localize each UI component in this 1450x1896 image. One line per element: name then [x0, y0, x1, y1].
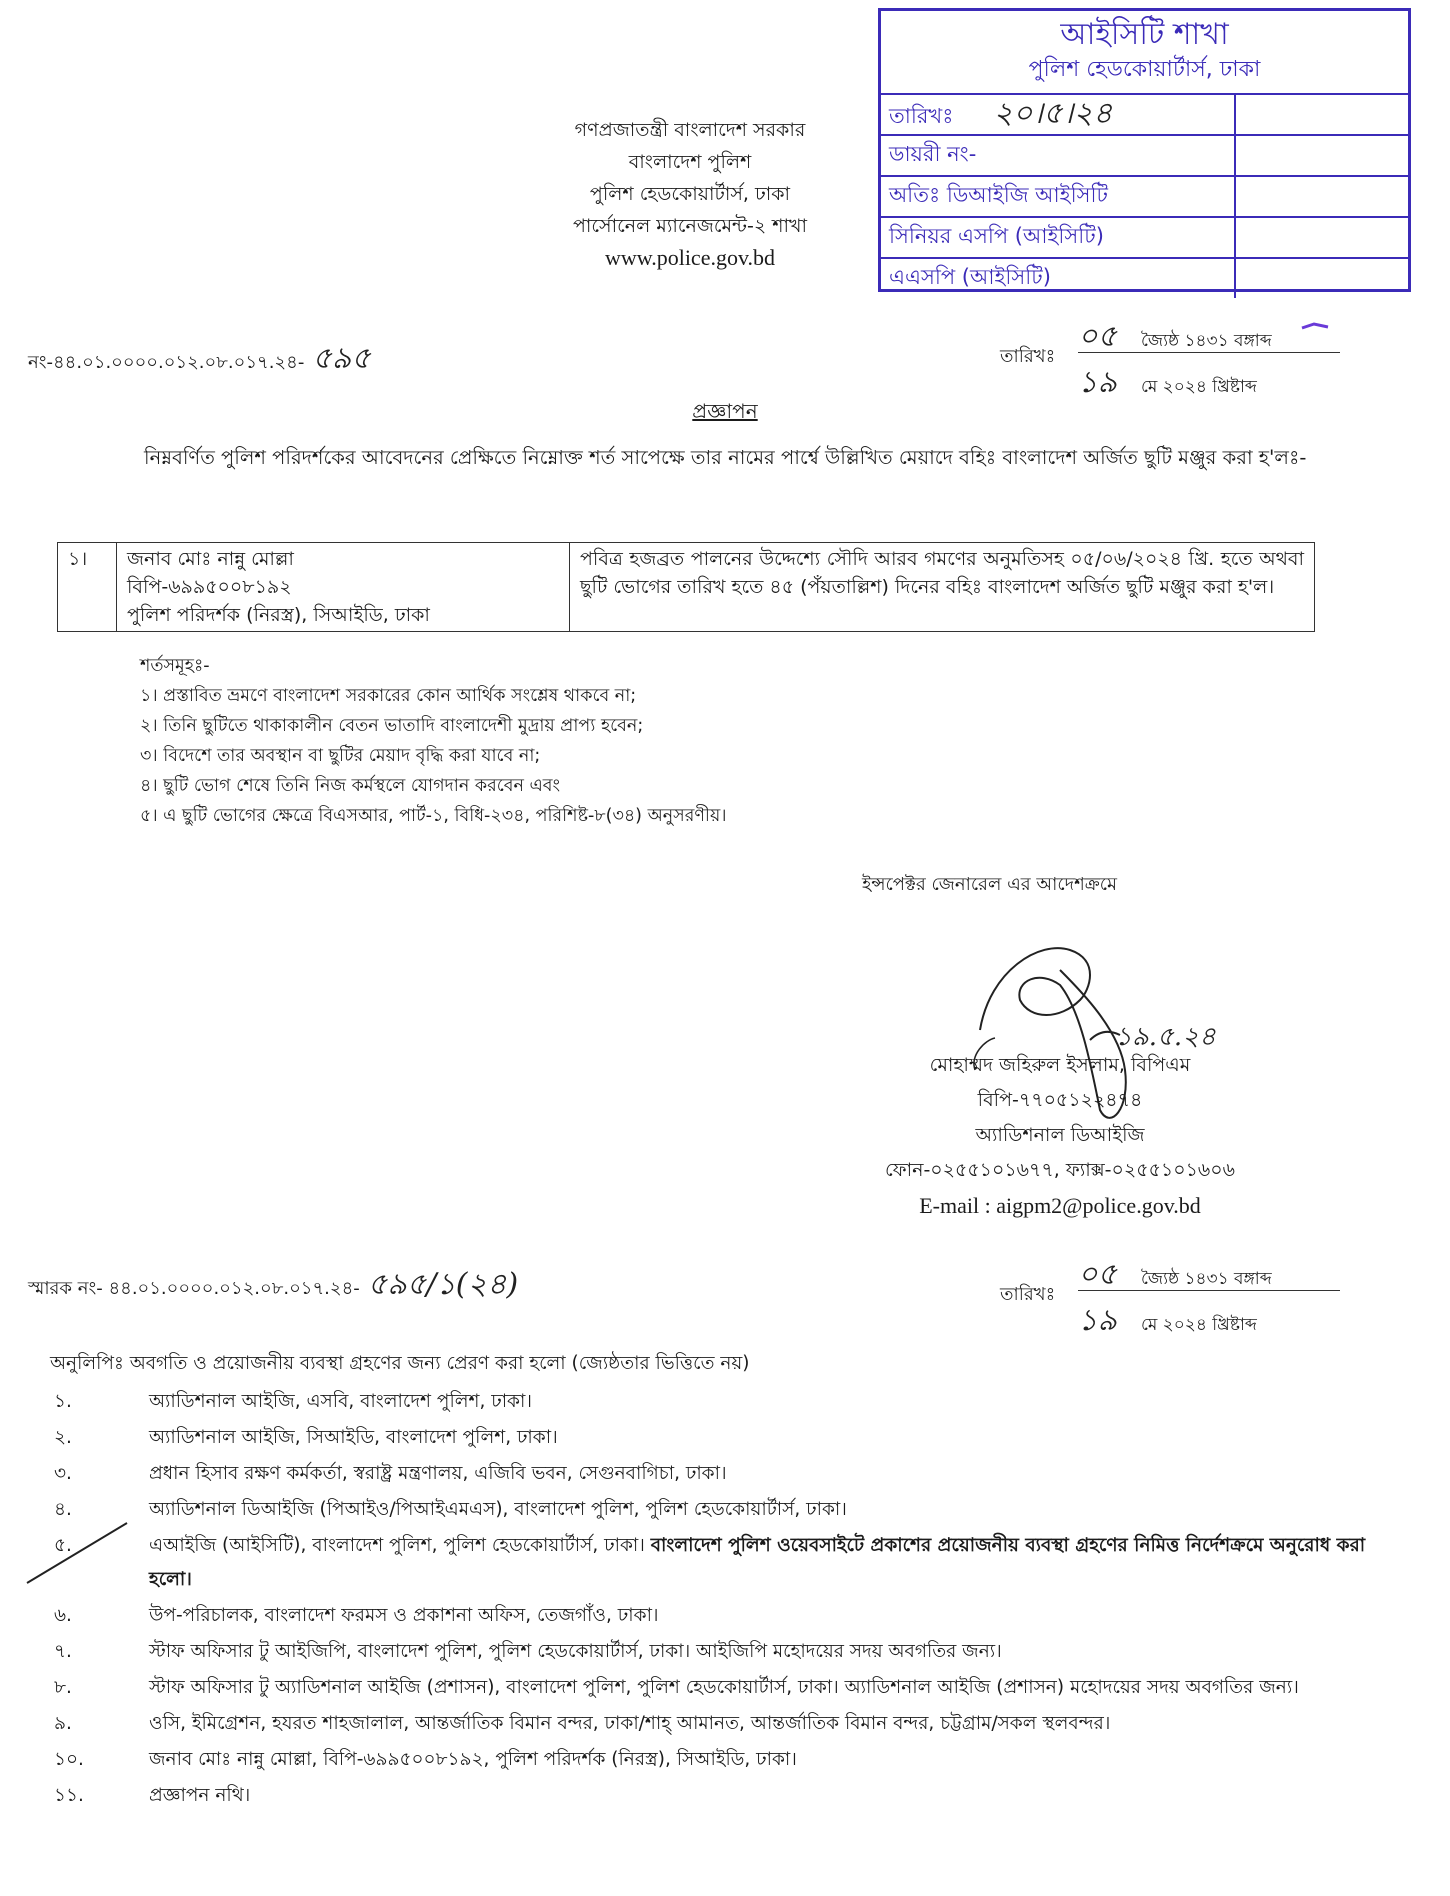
list-item-number: ১০. [54, 1749, 84, 1770]
leave-grant-table [57, 542, 1315, 632]
memo-date-bangla-day: ০৫ [1078, 1257, 1117, 1292]
date-greg-day: ১৯ [1078, 365, 1117, 400]
list-item-number: ৫. [54, 1535, 72, 1556]
memo-number [28, 1260, 518, 1311]
letterhead [520, 114, 860, 274]
list-item [50, 1385, 1390, 1419]
memo-date-greg-day: ১৯ [1078, 1303, 1117, 1338]
stamp-header [881, 11, 1408, 95]
list-item-number: ১. [54, 1391, 72, 1412]
list-item-number: ২. [54, 1427, 72, 1448]
list-item-bold-text: বাংলাদেশ পুলিশ ওয়েবসাইটে প্রকাশের প্রয়োজনীয় ব্যবস্থা গ্রহণের নিমিত্ত নির্দেশক্রমে অনুরোধ করা হলো। [149, 1535, 1366, 1590]
reference-handwritten-no: ৫৯৫ [312, 341, 371, 376]
stamp-row-asp [881, 259, 1408, 298]
date-bangla [1078, 312, 1408, 363]
list-item-text: অ্যাডিশনাল আইজি, এসবি, বাংলাদেশ পুলিশ, ঢাকা। [149, 1391, 532, 1412]
stamp-sr-sp-label: সিনিয়র এসপি (আইসিটি) [881, 218, 1236, 257]
memo-date-gregorian [1078, 1296, 1408, 1347]
table-row [58, 543, 1315, 632]
list-item-text: প্রজ্ঞাপন নথি। [149, 1785, 251, 1806]
date-bangla-rest: জ্যৈষ্ঠ ১৪৩১ বঙ্গাব্দ [1140, 331, 1272, 351]
copy-list-intro: অনুলিপিঃ অবগতি ও প্রয়োজনীয় ব্যবস্থা গ্রহণের জন্য প্রেরণ করা হলো (জ্যেষ্ঠতার ভিত্তিতে নয়) [50, 1353, 750, 1374]
signer-email[interactable]: E-mail : aigpm2@police.gov.bd [919, 1193, 1201, 1218]
list-item-text: এআইজি (আইসিটি), বাংলাদেশ পুলিশ, পুলিশ হেডকোয়ার্টার্স, ঢাকা। [149, 1535, 645, 1556]
signer-name: মোহাম্মদ জহিরুল ইসলাম, বিপিএম [929, 1054, 1191, 1076]
memo-handwritten-no: ৫৯৫/১(২৪) [367, 1267, 519, 1302]
letterhead-website[interactable]: www.police.gov.bd [604, 245, 776, 270]
list-item-text: অ্যাডিশনাল আইজি, সিআইডি, বাংলাদেশ পুলিশ, ঢাকা। [149, 1427, 558, 1448]
signer-contact: ফোন-০২৫৫১০১৬৭৭, ফ্যাক্স-০২৫৫১০১৬০৬ [885, 1159, 1235, 1181]
conditions-heading: শর্তসমূহঃ- [140, 656, 210, 676]
date-divider [1078, 352, 1340, 353]
list-item [50, 1743, 1390, 1777]
conditions [140, 651, 727, 831]
list-item-number: ১১. [54, 1785, 84, 1806]
list-item-text: অ্যাডিশনাল ডিআইজি (পিআইও/পিআইএমএস), বাংলাদেশ পুলিশ, পুলিশ হেডকোয়ার্টার্স, ঢাকা। [149, 1499, 847, 1520]
memo-date-divider [1078, 1290, 1340, 1291]
notice-title: প্রজ্ঞাপন [692, 399, 758, 423]
letterhead-branch: পার্সোনেল ম্যানেজমেন্ট-২ শাখা [573, 215, 807, 237]
stamp-date-label: তারিখঃ [889, 104, 954, 128]
grant-description: পবিত্র হজব্রত পালনের উদ্দেশ্যে সৌদি আরব গমণের অনুমতিসহ ০৫/০৬/২০২৪ খ্রি. হতে অথবা ছুটি ভোগের তারিখ হতে ৪৫ (পঁয়তাল্লিশ) দিনের বহিঃ বাংলাদেশ অর্জিত ছুটি মঞ্জুর করা হ'ল। [570, 543, 1315, 632]
stamp-diary-label: ডায়রী নং- [881, 136, 1236, 175]
list-item-text-wrap [149, 1529, 1390, 1597]
letterhead-government: গণপ্রজাতন্ত্রী বাংলাদেশ সরকার [574, 119, 806, 141]
grant-person [117, 543, 570, 632]
condition-item: ৩। বিদেশে তার অবস্থান বা ছুটির মেয়াদ বৃদ্ধি করা যাবে না; [140, 746, 541, 766]
stamp-title: আইসিটি শাখা [1060, 17, 1229, 52]
stamp-row-diary [881, 136, 1408, 177]
list-item-text: উপ-পরিচালক, বাংলাদেশ ফরমস ও প্রকাশনা অফিস, তেজগাঁও, ঢাকা। [149, 1605, 659, 1626]
memo-label: স্মারক নং- ৪৪.০১.০০০০.০১২.০৮.০১৭.২৪- [28, 1278, 360, 1299]
date-bangla-day: ০৫ [1078, 319, 1117, 354]
list-item [50, 1635, 1390, 1669]
signer-designation: অ্যাডিশনাল ডিআইজি [975, 1124, 1145, 1146]
list-item-number: ৩. [54, 1463, 72, 1484]
stamp-date-handwritten: ২০।৫।২৪ [993, 96, 1113, 131]
memo-date-greg-rest: মে ২০২৪ খ্রিষ্টাব্দ [1140, 1315, 1257, 1335]
grant-designation: পুলিশ পরিদর্শক (নিরস্ত্র), সিআইডি, ঢাকা [127, 604, 430, 626]
signature-date: ১৯.৫.২৪ [1115, 1022, 1216, 1052]
reference-label: নং-৪৪.০১.০০০০.০১২.০৮.০১৭.২৪- [28, 352, 305, 373]
memo-date-bangla [1078, 1250, 1408, 1301]
list-item [50, 1493, 1390, 1527]
handwritten-tick-mark-icon [22, 1518, 132, 1588]
date-label: তারিখঃ [1000, 346, 1056, 367]
list-item [50, 1457, 1390, 1491]
condition-item: ৫। এ ছুটি ভোগের ক্ষেত্রে বিএসআর, পার্ট-১, বিধি-২৩৪, পরিশিষ্ট-৮(৩৪) অনুসরণীয়। [140, 806, 727, 826]
list-item [50, 1529, 1390, 1597]
list-item [50, 1599, 1390, 1633]
list-item-text: জনাব মোঃ নান্নু মোল্লা, বিপি-৬৯৯৫০০৮১৯২, পুলিশ পরিদর্শক (নিরস্ত্র), সিআইডি, ঢাকা। [149, 1749, 797, 1770]
condition-item: ২। তিনি ছুটিতে থাকাকালীন বেতন ভাতাদি বাংলাদেশী মুদ্রায় প্রাপ্য হবেন; [140, 716, 644, 736]
list-item-text: প্রধান হিসাব রক্ষণ কর্মকর্তা, স্বরাষ্ট্র মন্ত্রণালয়, এজিবি ভবন, সেগুনবাগিচা, ঢাকা। [149, 1463, 727, 1484]
grant-serial: ১। [58, 543, 117, 632]
stamp-row-addl-dig [881, 177, 1408, 218]
reference-number [28, 334, 371, 385]
list-item-text: স্টাফ অফিসার টু অ্যাডিশনাল আইজি (প্রশাসন), বাংলাদেশ পুলিশ, পুলিশ হেডকোয়ার্টার্স, ঢাকা। অ্যাডিশনাল আইজি (প্রশাসন) মহোদয়ের সদয় অবগতির জন্য। [149, 1677, 1299, 1698]
list-item-number: ৯. [54, 1713, 72, 1734]
memo-date-label: তারিখঃ [1000, 1284, 1056, 1305]
letterhead-hq: পুলিশ হেডকোয়ার্টার্স, ঢাকা [589, 183, 791, 205]
stamp-asp-label: এএসপি (আইসিটি) [881, 259, 1236, 298]
signer-block [800, 1048, 1320, 1223]
date-greg-rest: মে ২০২৪ খ্রিষ্টাব্দ [1140, 377, 1257, 397]
authority-line: ইন্সপেক্টর জেনারেল এর আদেশক্রমে [862, 874, 1118, 895]
receipt-stamp [878, 8, 1411, 292]
list-item [50, 1671, 1390, 1705]
grant-name: জনাব মোঃ নান্নু মোল্লা [127, 548, 294, 570]
list-item-text: ওসি, ইমিগ্রেশন, হযরত শাহজালাল, আন্তর্জাতিক বিমান বন্দর, ঢাকা/শাহ্ আমানত, আন্তর্জাতিক বিমান বন্দর, চট্টগ্রাম/সকল স্থলবন্দর। [149, 1713, 1111, 1734]
stamp-subtitle: পুলিশ হেডকোয়ার্টার্স, ঢাকা [1028, 57, 1261, 82]
list-item-text: স্টাফ অফিসার টু আইজিপি, বাংলাদেশ পুলিশ, পুলিশ হেডকোয়ার্টার্স, ঢাকা। আইজিপি মহোদয়ের সদয় অবগতির জন্য। [149, 1641, 1002, 1662]
stamp-row-date [881, 95, 1408, 136]
list-item-number: ৭. [54, 1641, 72, 1662]
stamp-row-sr-sp [881, 218, 1408, 259]
grant-bp: বিপি-৬৯৯৫০০৮১৯২ [127, 576, 292, 598]
signer-bp: বিপি-৭৭০৫১২২৪৭৪ [977, 1089, 1143, 1111]
notice-intro: নিম্নবর্ণিত পুলিশ পরিদর্শকের আবেদনের প্রেক্ষিতে নিম্নোক্ত শর্ত সাপেক্ষে তার নামের পার্শ্বে উল্লিখিত মেয়াদে বহিঃ বাংলাদেশ অর্জিত ছুটি মঞ্জুর করা হ'লঃ- [144, 446, 1307, 469]
copy-list [50, 1345, 1390, 1813]
stamp-addl-dig-label: অতিঃ ডিআইজি আইসিটি [881, 177, 1236, 216]
list-item [50, 1707, 1390, 1741]
list-item [50, 1421, 1390, 1455]
list-item-number: ৪. [54, 1499, 72, 1520]
list-item [50, 1779, 1390, 1813]
memo-date-bangla-rest: জ্যৈষ্ঠ ১৪৩১ বঙ্গাব্দ [1140, 1269, 1272, 1289]
list-item-number: ৮. [54, 1677, 72, 1698]
list-item-number: ৬. [54, 1605, 72, 1626]
condition-item: ১। প্রস্তাবিত ভ্রমণে বাংলাদেশ সরকারের কোন আর্থিক সংশ্লেষ থাকবে না; [140, 686, 637, 706]
condition-item: ৪। ছুটি ভোগ শেষে তিনি নিজ কর্মস্থলে যোগদান করবেন এবং [140, 776, 561, 796]
letterhead-police: বাংলাদেশ পুলিশ [628, 151, 752, 173]
